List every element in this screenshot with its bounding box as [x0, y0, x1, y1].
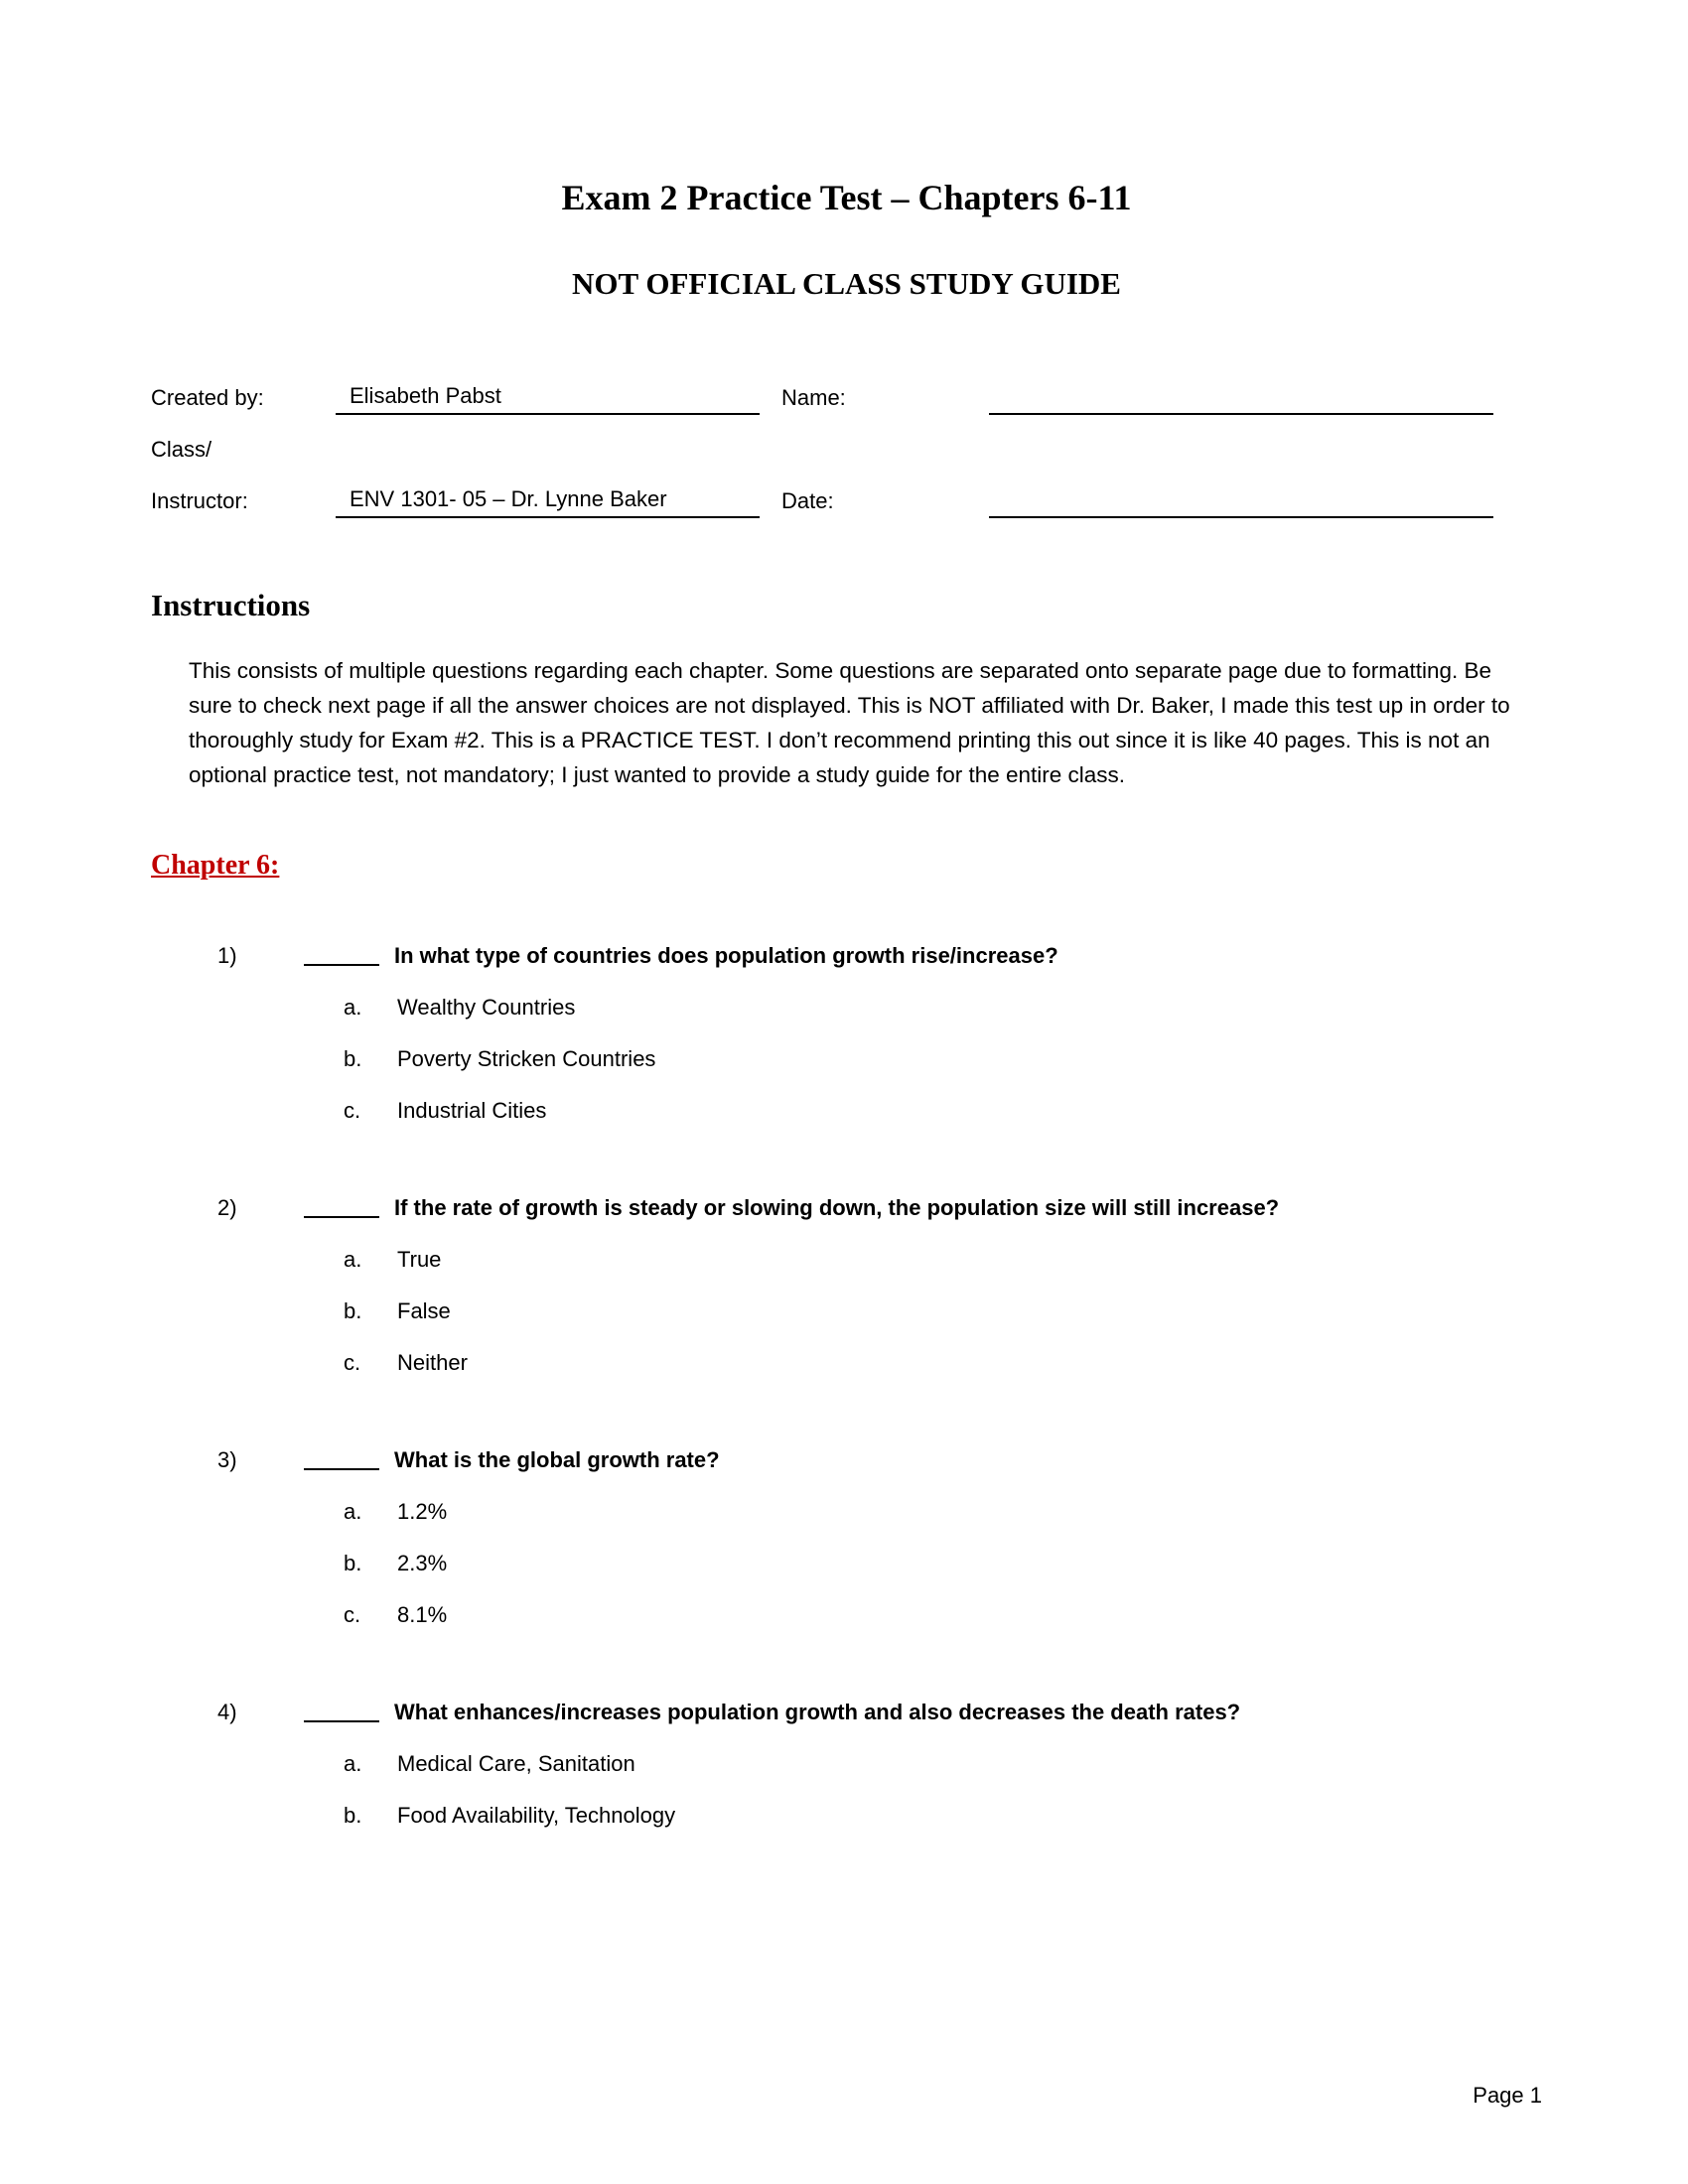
option-text: 1.2%	[397, 1499, 448, 1524]
option-text: 2.3%	[397, 1551, 448, 1575]
question-number: 4)	[217, 1700, 237, 1724]
option-letter: a.	[344, 1751, 362, 1776]
option-text: 8.1%	[397, 1602, 448, 1627]
question-row	[151, 1447, 1542, 1473]
option-letter: a.	[344, 995, 362, 1020]
option-row	[151, 995, 1542, 1021]
option-letter: c.	[344, 1350, 361, 1375]
option-row	[151, 1247, 1542, 1273]
option-letter: b.	[344, 1298, 362, 1323]
option-text: Food Availability, Technology	[397, 1803, 676, 1828]
option-letter: b.	[344, 1046, 362, 1071]
option-row	[151, 1098, 1542, 1124]
option-letter: c.	[344, 1098, 361, 1123]
option-letter: b.	[344, 1551, 362, 1575]
chapter-heading: Chapter 6:	[151, 850, 280, 881]
option-letter: b.	[344, 1803, 362, 1828]
question-row	[151, 943, 1542, 969]
question-text: If the rate of growth is steady or slowing down, the population size will still increase?	[394, 1195, 1280, 1220]
created-by-value: Elisabeth Pabst	[336, 383, 760, 415]
instructions-body: This consists of multiple questions regarding each chapter. Some questions are separated onto separate page due to formatting. Be sure to check next page if all the answer choices are not displayed. This is NOT affiliated with Dr. Baker, I made this test up in order to thoroughly study for Exam #2. This is a PRACTICE TEST. I don’t recommend printing this out since it is like 40 pages. This is not an optional practice test, not mandatory; I just wanted to provide a study guide for the entire class.	[189, 658, 1510, 787]
questions-section	[151, 943, 1542, 1829]
question-block-4	[151, 1700, 1542, 1829]
class-row	[151, 415, 1542, 467]
option-row	[151, 1499, 1542, 1525]
created-by-row	[151, 363, 1542, 415]
option-letter: a.	[344, 1247, 362, 1272]
option-text: False	[397, 1298, 451, 1323]
answer-blank-line	[304, 1216, 379, 1218]
option-text: Medical Care, Sanitation	[397, 1751, 635, 1776]
option-text: Neither	[397, 1350, 468, 1375]
date-label: Date:	[781, 488, 834, 513]
option-row	[151, 1046, 1542, 1072]
question-row	[151, 1700, 1542, 1725]
instructor-row	[151, 467, 1542, 518]
option-text: Wealthy Countries	[397, 995, 576, 1020]
option-row	[151, 1602, 1542, 1628]
created-by-label: Created by:	[151, 385, 264, 410]
option-row	[151, 1551, 1542, 1576]
option-letter: c.	[344, 1602, 361, 1627]
option-text: True	[397, 1247, 442, 1272]
instructor-value: ENV 1301- 05 – Dr. Lynne Baker	[336, 486, 760, 518]
name-label: Name:	[781, 385, 846, 410]
option-row	[151, 1298, 1542, 1324]
option-row	[151, 1350, 1542, 1376]
page-number: Page 1	[1473, 2083, 1542, 2108]
option-text: Industrial Cities	[397, 1098, 547, 1123]
question-text: What enhances/increases population growth and also decreases the death rates?	[394, 1700, 1241, 1724]
option-row	[151, 1803, 1542, 1829]
question-block-1	[151, 943, 1542, 1124]
instructor-label: Instructor:	[151, 488, 248, 513]
option-row	[151, 1751, 1542, 1777]
document-subtitle: NOT OFFICIAL CLASS STUDY GUIDE	[572, 266, 1121, 301]
class-label: Class/	[151, 437, 212, 462]
option-text: Poverty Stricken Countries	[397, 1046, 656, 1071]
answer-blank-line	[304, 1720, 379, 1722]
question-row	[151, 1195, 1542, 1221]
question-number: 3)	[217, 1447, 237, 1472]
question-block-3	[151, 1447, 1542, 1628]
document-title: Exam 2 Practice Test – Chapters 6-11	[561, 178, 1132, 217]
name-blank-line	[989, 383, 1493, 415]
question-number: 1)	[217, 943, 237, 968]
question-number: 2)	[217, 1195, 237, 1220]
answer-blank-line	[304, 964, 379, 966]
header-fields	[151, 363, 1542, 518]
question-text: In what type of countries does population growth rise/increase?	[394, 943, 1058, 968]
question-block-2	[151, 1195, 1542, 1376]
instructions-heading: Instructions	[151, 588, 311, 622]
option-letter: a.	[344, 1499, 362, 1524]
date-blank-line	[989, 486, 1493, 518]
question-text: What is the global growth rate?	[394, 1447, 720, 1472]
answer-blank-line	[304, 1468, 379, 1470]
